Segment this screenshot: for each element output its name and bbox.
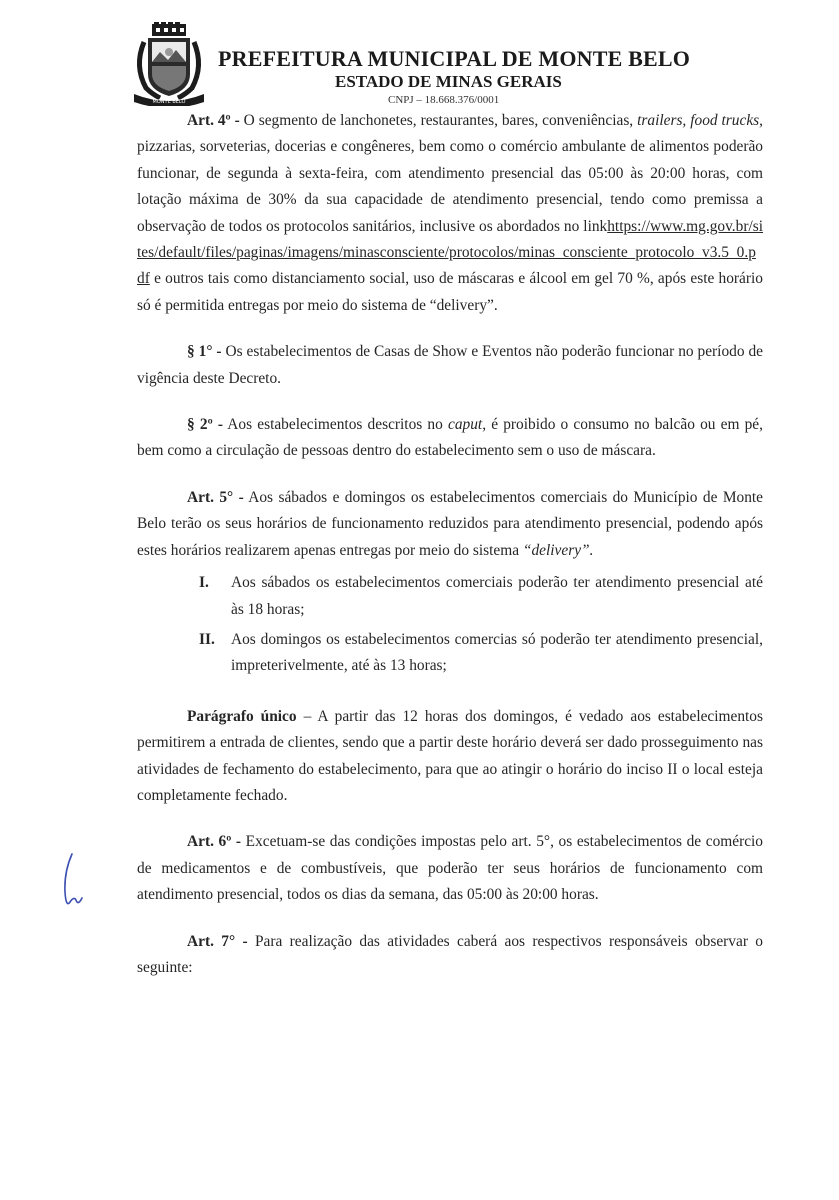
paragraph-1-label: § 1° - — [187, 343, 222, 361]
item-text: Aos domingos os estabelecimentos comercias só poderão ter atendimento presencial, impreterivelmente, até às 13 horas; — [231, 630, 763, 675]
list-item — [137, 570, 763, 623]
protocol-link[interactable]: https://www.mg.gov.br/sites/default/files/paginas/imagens/minasconsciente/protocolos/minas_consciente_protocolo_v3.5_0.pdf — [137, 217, 763, 288]
art6-paragraph: Art. 6º - Excetuam-se das condições impostas pelo art. 5°, os estabelecimentos de comércio de medicamentos e de combustíveis, que poderão ter seus horários de funcionamento com atendimento presencial, todos os dias da semana, das 05:00 às 20:00 horas. — [137, 833, 764, 904]
header-title: PREFEITURA MUNICIPAL DE MONTE BELO — [218, 46, 691, 71]
art6-label: Art. 6º - — [187, 833, 242, 851]
paragraph-1: § 1° - Os estabelecimentos de Casas de Show e Eventos não poderão funcionar no período de vigência deste Decreto. — [137, 343, 763, 387]
art4-label: Art. 4º - — [187, 112, 240, 129]
art5-label: Art. 5° - — [187, 488, 244, 506]
item-number: I. — [199, 574, 209, 592]
list-item — [137, 627, 763, 680]
header-cnpj: CNPJ – 18.668.376/0001 — [388, 94, 500, 106]
paragraph-2: § 2º - Aos estabelecimentos descritos no caput, é proibido o consumo no balcão ou em pé, bem como a circulação de pessoas dentro do estabelecimento sem o uso de máscara. — [137, 416, 763, 460]
paragrafo-unico-label: Parágrafo único — [187, 707, 297, 725]
paragrafo-unico: Parágrafo único – A partir das 12 horas dos domingos, é vedado aos estabelecimentos permitirem a entrada de clientes, sendo que a partir deste horário deverá ser dado prosseguimento nas atividades de fechamento do estabelecimento, para que ao atingir o horário do inciso II o local esteja completamente fechado. — [137, 707, 763, 804]
art5-items — [137, 570, 763, 680]
svg-text:MONTE BELO: MONTE BELO — [152, 99, 186, 105]
municipal-coat-of-arms-icon — [130, 22, 208, 106]
handwritten-initial-icon — [58, 852, 84, 912]
item-text: Aos sábados os estabelecimentos comerciais poderão ter atendimento presencial até às 18 horas; — [231, 574, 763, 618]
item-number: II. — [199, 630, 215, 648]
letterhead — [130, 22, 730, 112]
paragraph-2-label: § 2º - — [187, 416, 223, 434]
document-body — [137, 108, 763, 981]
art7-label: Art. 7° - — [187, 932, 248, 950]
art5-paragraph: Art. 5° - Aos sábados e domingos os estabelecimentos comerciais do Município de Monte Belo terão os seus horários de funcionamento reduzidos para atendimento presencial, podendo após estes horários realizarem apenas entregas por meio do sistema “delivery”. — [137, 488, 763, 559]
header-subtitle: ESTADO DE MINAS GERAIS — [335, 72, 562, 91]
art7-paragraph: Art. 7° - Para realização das atividades caberá aos respectivos responsáveis observar o seguinte: — [137, 932, 763, 976]
art4-paragraph: Art. 4º - O segmento de lanchonetes, restaurantes, bares, conveniências, trailers, food trucks, pizzarias, sorveterias, docerias e congêneres, bem como o comércio ambulante de alimentos poderão funcionar, de segunda à sexta-feira, com atendimento presencial das 05:00 às 20:00 horas, com lotação máxima de 30% da sua capacidade de atendimento presencial, tendo como premissa a observação de todos os protocolos sanitários, inclusive os abordados no linkhttps://www.mg.gov.br/sites/default/files/paginas/imagens/minasconsciente/protocolos/minas_consciente_protocolo_v3.5_0.pdf e outros tais como distanciamento social, uso de máscaras e álcool em gel 70 %, após este horário só é permitida entregas por meio do sistema de “delivery”. — [137, 112, 764, 314]
